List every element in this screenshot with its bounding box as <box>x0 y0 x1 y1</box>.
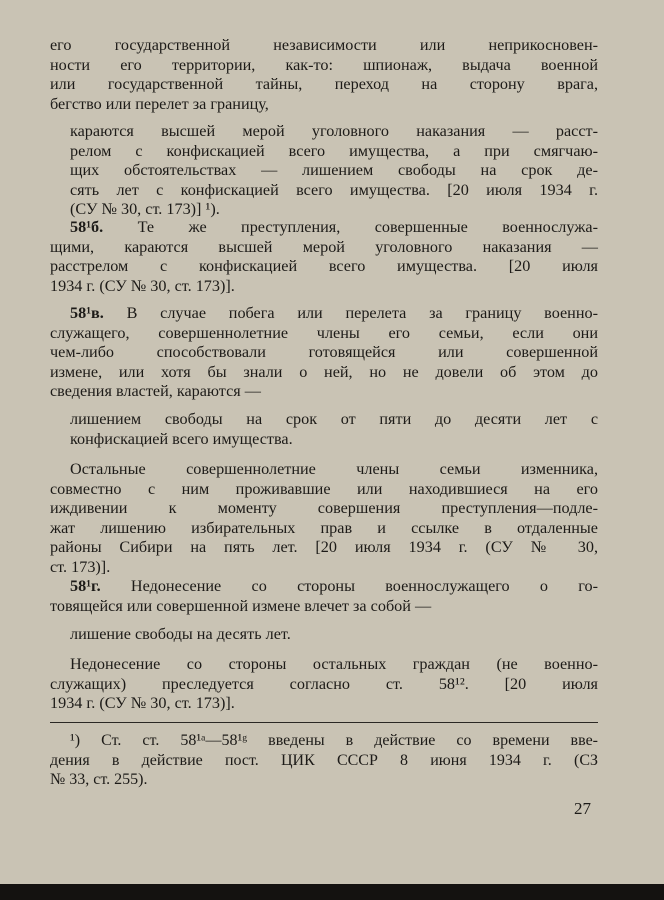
article-number: 58¹б. <box>70 218 104 236</box>
text-line: сведения властей, караются — <box>50 382 261 400</box>
paragraph-penalty <box>50 122 598 220</box>
article-number: 58¹в. <box>70 304 104 322</box>
scan-edge <box>0 884 664 900</box>
text-line: служащих) преследуется согласно ст. 58¹². [20 июля <box>50 674 598 693</box>
paragraph-other-citizens <box>50 655 598 714</box>
text-line: районы Сибири на пять лет. [20 июля 1934 г. (СУ № 30, <box>50 538 598 556</box>
text-line: 1934 г. (СУ № 30, ст. 173)]. <box>50 694 235 712</box>
text-line: караются высшей мерой уголовного наказания — расст- <box>70 122 598 140</box>
footnote-line: дения в действие пост. ЦИК СССР 8 июня 1934 г. (СЗ <box>50 751 598 769</box>
article-58-1g <box>50 577 598 616</box>
article-58-1v <box>50 304 598 402</box>
text-line: ности его территории, как-то: шпионаж, выдача военной <box>50 55 598 74</box>
text-line: Те же преступления, совершенные военнослужа- <box>103 218 598 236</box>
paragraph-continuation <box>50 36 598 114</box>
text-line: бегство или перелет за границу, <box>50 94 269 113</box>
paragraph-penalty-family <box>50 410 598 449</box>
text-line: щими, караются высшей мерой уголовного наказания — <box>50 237 598 256</box>
text-line: Недонесение со стороны военнослужащего о го- <box>100 577 598 595</box>
text-line: В случае побега или перелета за границу военно- <box>103 304 598 322</box>
footnote-line: № 33, ст. 255). <box>50 771 148 788</box>
text-line: лишением свободы на срок от пяти до десяти лет с <box>70 410 598 428</box>
text-line: лишение свободы на десять лет. <box>70 625 291 643</box>
text-line: расстрелом с конфискацией всего имущества. [20 июля <box>50 257 598 275</box>
text-line: ст. 173)]. <box>50 557 111 576</box>
text-line: 1934 г. (СУ № 30, ст. 173)]. <box>50 276 235 295</box>
text-line: щих обстоятельствах — лишением свободы на срок де- <box>70 161 598 179</box>
text-line: чем-либо способствовали готовящейся или совершенной <box>50 343 598 361</box>
text-line: товящейся или совершенной измене влечет за собой — <box>50 596 432 615</box>
text-line: сять лет с конфискацией всего имущества. [20 июля 1934 г. <box>70 180 598 199</box>
text-line: (СУ № 30, ст. 173)] ¹). <box>70 200 220 218</box>
text-line: Недонесение со стороны остальных граждан (не военно- <box>70 655 598 673</box>
text-line: релом с конфискацией всего имущества, а при смягчаю- <box>70 141 598 160</box>
text-line: жат лишению избирательных прав и ссылке в отдаленные <box>50 518 598 537</box>
footnote <box>50 731 598 790</box>
paragraph-penalty-ten-years <box>50 625 598 645</box>
article-58-1b <box>50 218 598 296</box>
text-line: Остальные совершеннолетние члены семьи изменника, <box>70 460 598 478</box>
text-line: конфискацией всего имущества. <box>70 429 293 448</box>
text-line: его государственной независимости или неприкосновен- <box>50 36 598 54</box>
footnote-divider <box>50 722 598 723</box>
text-line: совместно с ним проживавшие или находившиеся на его <box>50 479 598 498</box>
page-number: 27 <box>574 799 591 818</box>
article-number: 58¹г. <box>70 577 101 595</box>
text-line: иждивении к моменту совершения преступления—подле- <box>50 499 598 517</box>
text-line: измене, или хотя бы знали о ней, но не довели об этом до <box>50 362 598 381</box>
text-line: служащего, совершеннолетние члены его семьи, если они <box>50 323 598 342</box>
paragraph-other-family <box>50 460 598 577</box>
footnote-line: ¹) Ст. ст. 58¹ᵃ—58¹ᵍ введены в действие со времени вве- <box>70 732 598 749</box>
text-line: или государственной тайны, переход на сторону врага, <box>50 75 598 93</box>
